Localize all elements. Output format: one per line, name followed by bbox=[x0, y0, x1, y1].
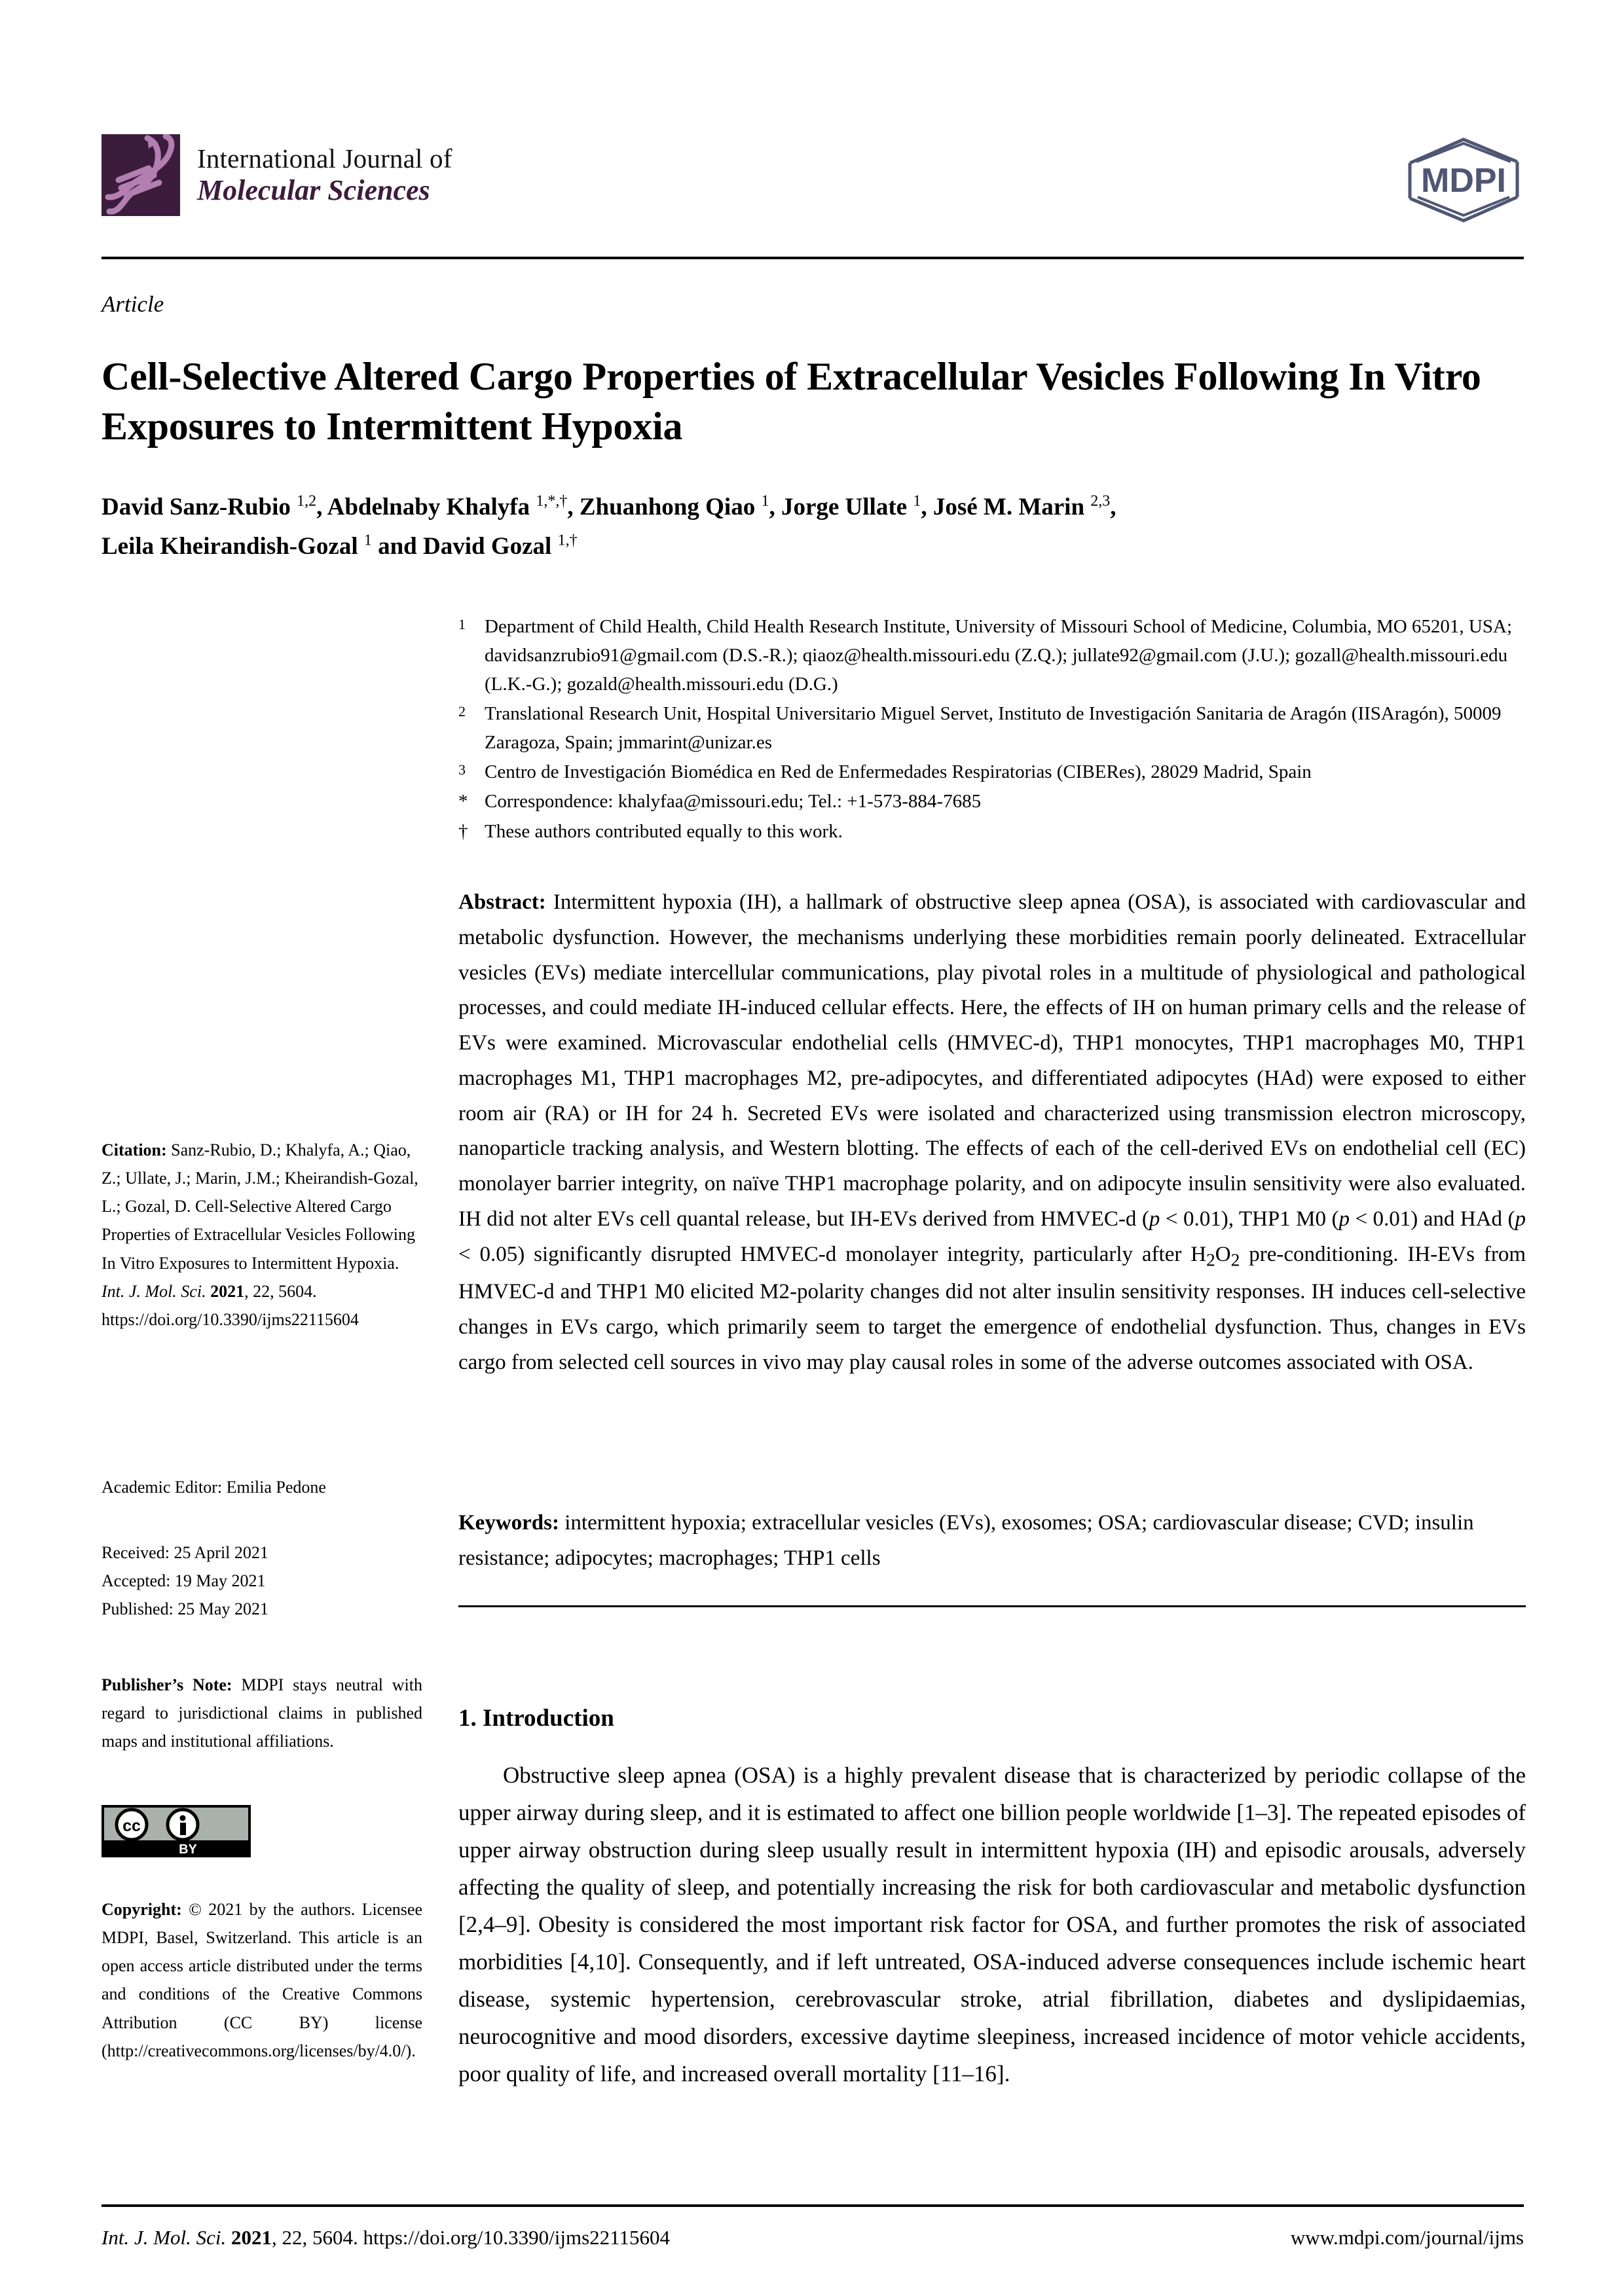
mdpi-logo-icon bbox=[1405, 136, 1522, 224]
author-affiliation-marker: 1,† bbox=[557, 532, 578, 549]
affiliation-text: Translational Research Unit, Hospital Universitario Miguel Servet, Instituto de Investigación Sanitaria de Aragón (IISAragón), 50009 Zaragoza, Spain; jmmarint@unizar.es bbox=[485, 703, 1502, 754]
footer-year: 2021 bbox=[231, 2226, 272, 2249]
footer-website[interactable]: www.mdpi.com/journal/ijms bbox=[1290, 2226, 1524, 2249]
author-line-2: Leila Kheirandish-Gozal $^1$ and David Gozal $^{1,\dagger}$ bbox=[101, 532, 578, 560]
affiliation-list bbox=[458, 612, 1532, 847]
footer-divider bbox=[101, 2204, 1524, 2207]
author-list bbox=[101, 488, 1477, 566]
author-name: David Sanz-Rubio bbox=[101, 494, 297, 520]
citation-block bbox=[101, 1136, 422, 1334]
author-affiliation-marker: 1 bbox=[761, 492, 769, 510]
svg-text:MDPI: MDPI bbox=[1421, 162, 1506, 200]
journal-logo bbox=[101, 134, 452, 216]
p-value-symbol: p bbox=[1149, 1207, 1160, 1231]
svg-text:BY: BY bbox=[179, 1842, 197, 1857]
affiliation-marker: 1 bbox=[458, 616, 466, 632]
academic-editor: Academic Editor: Emilia Pedone bbox=[101, 1478, 326, 1497]
svg-text:cc: cc bbox=[122, 1817, 141, 1835]
publishers-note bbox=[101, 1671, 422, 1755]
affiliation-item bbox=[458, 699, 1532, 757]
keywords-block bbox=[458, 1506, 1526, 1576]
date-received: Received: 25 April 2021 bbox=[101, 1543, 268, 1562]
author-affiliation-marker: 2,3 bbox=[1090, 492, 1111, 510]
chemical-formula: $H_2O_2$ bbox=[1190, 1242, 1240, 1270]
citation-journal: Int. J. Mol. Sci. bbox=[101, 1281, 206, 1301]
keywords-text: intermittent hypoxia; extracellular vesicles (EVs), exosomes; OSA; cardiovascular disease; CVD; insulin resistance; adipocytes; macrophages; THP1 cells bbox=[458, 1511, 1474, 1570]
abstract-text: Intermittent hypoxia (IH), a hallmark of obstructive sleep apnea (OSA), is associated with cardiovascular and metabolic dysfunction. However, the mechanisms underlying these morbidities remain poorly delineated. Extracellular vesicles (EVs) mediate intercellular communications, play pivotal roles in a multitude of physiological and pathological processes, and could mediate IH-induced cellular effects. Here, the effects of IH on human primary cells and the release of EVs were examined. Microvascular endothelial cells (HMVEC-d), THP1 monocytes, THP1 macrophages M0, THP1 macrophages M1, THP1 macrophages M2, pre-adipocytes, and differentiated adipocytes (HAd) were exposed to either room air (RA) or IH for 24 h. Secreted EVs were isolated and characterized using transmission electron microscopy, nanoparticle tracking analysis, and Western blotting. The effects of each of the cell-derived EVs on endothelial cell (EC) monolayer barrier integrity, on naïve THP1 macrophage polarity, and on adipocyte insulin sensitivity were also evaluated. IH did not alter EVs cell quantal release, but IH-EVs derived from HMVEC-d (p < 0.01), THP1 M0 (p < 0.01) and HAd (p < 0.05) significantly disrupted HMVEC-d monolayer integrity, particularly after $H_2O_2$ pre-conditioning. IH-EVs from HMVEC-d and THP1 M0 elicited M2-polarity changes did not alter insulin sensitivity responses. IH induces cell-selective changes in EVs cargo, which primarily seem to target the emergence of endothelial dysfunction. Thus, changes in EVs cargo from selected cell sources in vivo may play causal roles in some of the adverse outcomes associated with OSA. bbox=[458, 890, 1526, 1374]
date-published: Published: 25 May 2021 bbox=[101, 1599, 268, 1619]
author-name: Zhuanhong Qiao bbox=[579, 494, 762, 520]
abstract-divider bbox=[458, 1605, 1526, 1607]
affiliation-item bbox=[458, 757, 1532, 786]
citation-text: Sanz-Rubio, D.; Khalyfa, A.; Qiao, Z.; Ullate, J.; Marin, J.M.; Kheirandish-Gozal, L.; Gozal, D. Cell-Selective Altered Cargo Properties of Extracellular Vesicles Following In Vitro Exposures to Intermittent Hypoxia. bbox=[101, 1140, 418, 1273]
publishers-note-text: MDPI stays neutral with regard to jurisdictional claims in published maps and institutional affiliations. bbox=[101, 1675, 422, 1751]
copyright-block bbox=[101, 1895, 422, 2065]
publishers-note-label: Publisher’s Note: bbox=[101, 1675, 232, 1694]
affiliation-item bbox=[458, 612, 1532, 699]
header-divider bbox=[101, 257, 1524, 259]
author-line-1: David Sanz-Rubio $^{1,2}$, Abdelnaby Khalyfa $^{1,*,\dagger}$, Zhuanhong Qiao $^1$, Jorge Ullate $^1$, José M. Marin $^{2,3}$, bbox=[101, 492, 1116, 520]
author-name: José M. Marin bbox=[932, 494, 1091, 520]
affiliation-marker: 2 bbox=[458, 703, 466, 720]
page-title: Cell-Selective Altered Cargo Properties of Extracellular Vesicles Following In Vitro Exposures to Intermittent Hypoxia bbox=[101, 355, 1481, 448]
journal-masthead bbox=[101, 134, 1522, 232]
affiliation-text: Centro de Investigación Biomédica en Red de Enfermedades Respiratorias (CIBERes), 28029 Madrid, Spain bbox=[485, 761, 1312, 783]
footer-rest: , 22, 5604. https://doi.org/10.3390/ijms22115604 bbox=[272, 2226, 670, 2249]
abstract-label: Abstract: bbox=[458, 890, 546, 914]
affiliation-marker: * bbox=[458, 791, 468, 812]
author-name: Abdelnaby Khalyfa bbox=[327, 494, 536, 520]
footer-citation bbox=[101, 2226, 670, 2250]
citation-volume-page: , 22, 5604. bbox=[244, 1281, 317, 1301]
affiliation-text: Department of Child Health, Child Health Research Institute, University of Missouri School of Medicine, Columbia, MO 65201, USA; davidsanzrubio91@gmail.com (D.S.-R.); qiaoz@health.missouri.edu (Z.Q.); jullate92@gmail.com (J.U.); gozall@health.missouri.edu (L.K.-G.); gozald@health.missouri.edu (D.G.) bbox=[485, 616, 1513, 695]
abstract-block bbox=[458, 885, 1526, 1381]
affiliation-marker: 3 bbox=[458, 761, 466, 778]
keywords-label: Keywords: bbox=[458, 1511, 559, 1535]
affiliation-item bbox=[458, 787, 1532, 816]
journal-title-line1: International Journal of bbox=[197, 143, 452, 173]
p-value-symbol: p bbox=[1338, 1207, 1350, 1231]
citation-label: Citation: bbox=[101, 1140, 167, 1159]
author-affiliation-marker: 1,2 bbox=[297, 492, 317, 510]
article-type-label: Article bbox=[101, 291, 164, 317]
publication-dates bbox=[101, 1539, 422, 1623]
author-name: Leila Kheirandish-Gozal bbox=[101, 532, 364, 560]
introduction-paragraph: Obstructive sleep apnea (OSA) is a highly prevalent disease that is characterized by periodic collapse of the upper airway during sleep, and it is estimated to affect one billion people worldwide [1–3]. The repeated episodes of upper airway obstruction during sleep usually result in intermittent hypoxia (IH) and episodic arousals, adversely affecting the quality of sleep, and potentially increasing the risk for both cardiovascular and metabolic dysfunction [2,4–9]. Obesity is considered the most important risk factor for OSA, and further promotes the risk of associated morbidities [4,10]. Consequently, and if left untreated, OSA-induced adverse consequences include ischemic heart disease, systemic hypertension, cerebrovascular stroke, atrial fibrillation, diabetes and dyslipidaemias, neurocognitive and mood disorders, excessive daytime sleepiness, increased incidence of motor vehicle accidents, poor quality of life, and increased overall mortality [11–16]. bbox=[458, 1762, 1526, 2087]
copyright-text: © 2021 by the authors. Licensee MDPI, Basel, Switzerland. This article is an open access article distributed under the terms and conditions of the Creative Commons Attribution (CC BY) license (http://creativecommons.org/licenses/by/4.0/). bbox=[101, 1900, 422, 2060]
author-affiliation-marker: 1 bbox=[913, 492, 921, 510]
author-affiliation-marker: 1 bbox=[363, 532, 372, 549]
author-name: Jorge Ullate bbox=[781, 494, 913, 520]
citation-year: 2021 bbox=[210, 1281, 245, 1301]
creative-commons-by-icon[interactable] bbox=[101, 1805, 251, 1857]
p-value-symbol: p bbox=[1515, 1207, 1526, 1231]
affiliation-item bbox=[458, 817, 1532, 846]
author-affiliation-marker: 1,*,† bbox=[536, 492, 568, 510]
copyright-label: Copyright: bbox=[101, 1900, 182, 1919]
affiliation-text: These authors contributed equally to this work. bbox=[485, 820, 843, 842]
affiliation-text: Correspondence: khalyfaa@missouri.edu; Tel.: +1-573-884-7685 bbox=[485, 791, 982, 812]
author-name: David Gozal bbox=[423, 532, 558, 560]
journal-title-line2: Molecular Sciences bbox=[197, 173, 430, 206]
citation-doi-link[interactable]: https://doi.org/10.3390/ijms22115604 bbox=[101, 1309, 359, 1329]
affiliation-marker: † bbox=[458, 820, 468, 842]
page-footer bbox=[101, 2226, 1524, 2250]
footer-journal: Int. J. Mol. Sci. bbox=[101, 2226, 227, 2249]
journal-title bbox=[197, 144, 452, 206]
dna-helix-icon bbox=[101, 134, 180, 216]
section-heading-introduction: 1. Introduction bbox=[458, 1704, 614, 1732]
date-accepted: Accepted: 19 May 2021 bbox=[101, 1571, 266, 1591]
